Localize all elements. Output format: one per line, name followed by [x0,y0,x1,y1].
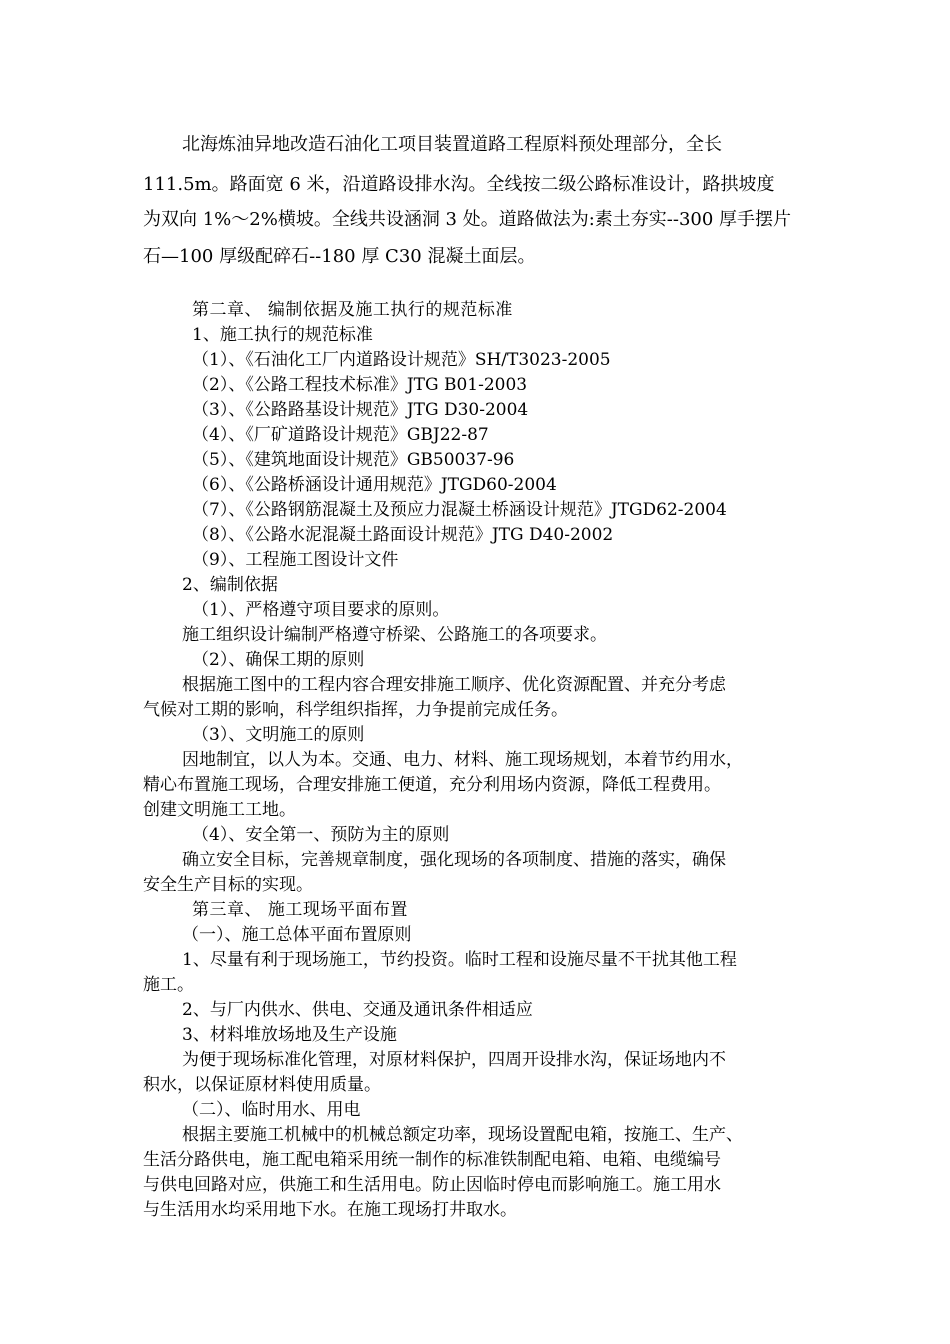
intro-line-1: 北海炼油异地改造石油化工项目装置道路工程原料预处理部分，全长 [182,134,722,155]
principle-1-text: 施工组织设计编制严格遵守桥梁、公路施工的各项要求。 [182,625,607,645]
principle-3-text-2: 精心布置施工现场，合理安排施工便道，充分利用场内资源，降低工程费用。 [143,775,721,795]
layout-item-1-text-2: 施工。 [143,975,194,995]
layout-principle-title: （一）、施工总体平面布置原则 [182,925,412,945]
standard-item-4: （4）、《厂矿道路设计规范》GBJ22-87 [192,425,489,445]
temporary-utilities-text-2: 生活分路供电，施工配电箱采用统一制作的标准铁制配电箱、电箱、电缆编号 [143,1150,721,1170]
standard-item-1: （1）、《石油化工厂内道路设计规范》SH/T3023-2005 [192,350,611,370]
principle-3-text-3: 创建文明施工工地。 [143,800,296,820]
standard-item-9: （9）、工程施工图设计文件 [192,550,399,570]
intro-line-4: 石—100 厚级配碎石--180 厚 C30 混凝土面层。 [143,246,536,267]
section-2-title: 2、编制依据 [182,575,278,595]
layout-item-3-text-1: 为便于现场标准化管理，对原材料保护，四周开设排水沟，保证场地内不 [182,1050,726,1070]
temporary-utilities-text-4: 与生活用水均采用地下水。在施工现场打井取水。 [143,1200,517,1220]
principle-4-text-2: 安全生产目标的实现。 [143,875,313,895]
standard-item-5: （5）、《建筑地面设计规范》GB50037-96 [192,450,515,470]
chapter-3-title: 第三章、 施工现场平面布置 [192,900,408,920]
layout-item-3: 3、材料堆放场地及生产设施 [182,1025,397,1045]
standard-item-8: （8）、《公路水泥混凝土路面设计规范》JTG D40-2002 [192,525,614,545]
temporary-utilities-text-1: 根据主要施工机械中的机械总额定功率，现场设置配电箱，按施工、生产、 [182,1125,743,1145]
standard-item-2: （2）、《公路工程技术标准》JTG B01-2003 [192,375,528,395]
principle-2-title: （2）、确保工期的原则 [192,650,365,670]
temporary-utilities-title: （二）、临时用水、用电 [182,1100,361,1120]
principle-4-title: （4）、安全第一、预防为主的原则 [192,825,450,845]
principle-2-text-1: 根据施工图中的工程内容合理安排施工顺序、优化资源配置、并充分考虑 [182,675,726,695]
principle-1-title: （1）、严格遵守项目要求的原则。 [192,600,450,620]
standard-item-3: （3）、《公路路基设计规范》JTG D30-2004 [192,400,529,420]
layout-item-1-text-1: 1、尽量有利于现场施工，节约投资。临时工程和设施尽量不干扰其他工程 [182,950,737,970]
principle-3-title: （3）、文明施工的原则 [192,725,365,745]
intro-line-2: 111.5m。路面宽 6 米，沿道路设排水沟。全线按二级公路标准设计，路拱坡度 [143,174,775,195]
chapter-2-title: 第二章、 编制依据及施工执行的规范标准 [192,300,513,320]
intro-line-3: 为双向 1%～2%横坡。全线共设涵洞 3 处。道路做法为:素土夯实--300 厚手摆片 [143,209,792,230]
standard-item-7: （7）、《公路钢筋混凝土及预应力混凝土桥涵设计规范》JTGD62-2004 [192,500,727,520]
principle-2-text-2: 气候对工期的影响，科学组织指挥，力争提前完成任务。 [143,700,568,720]
layout-item-2: 2、与厂内供水、供电、交通及通讯条件相适应 [182,1000,533,1020]
standard-item-6: （6）、《公路桥涵设计通用规范》JTGD60-2004 [192,475,557,495]
temporary-utilities-text-3: 与供电回路对应，供施工和生活用电。防止因临时停电而影响施工。施工用水 [143,1175,721,1195]
section-1-title: 1、施工执行的规范标准 [192,325,373,345]
principle-3-text-1: 因地制宜，以人为本。交通、电力、材料、施工现场规划，本着节约用水， [182,750,743,770]
principle-4-text-1: 确立安全目标，完善规章制度，强化现场的各项制度、措施的落实，确保 [182,850,726,870]
layout-item-3-text-2: 积水，以保证原材料使用质量。 [143,1075,381,1095]
